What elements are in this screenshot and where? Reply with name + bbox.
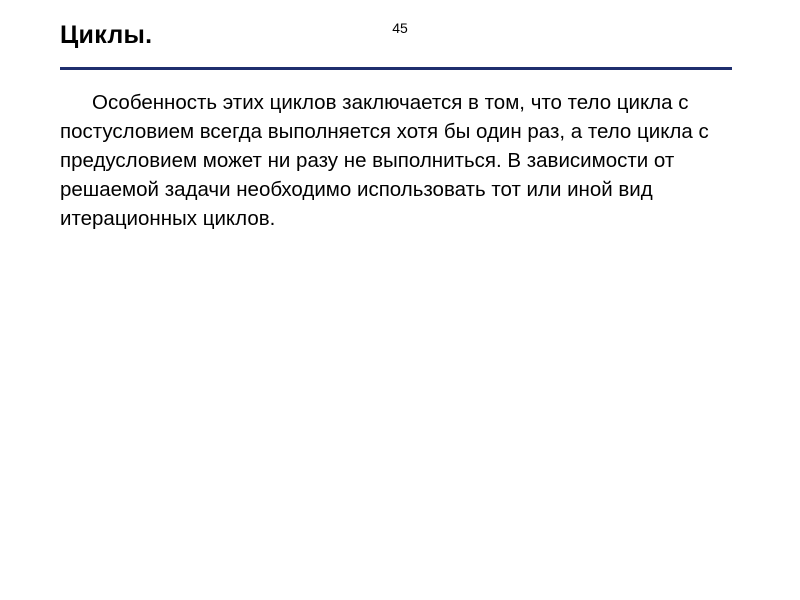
page-title: Циклы. [60,21,153,49]
title-area [60,22,740,50]
slide-number: 45 [392,20,408,36]
body-area [60,88,740,234]
body-paragraph: Особенность этих циклов заключается в том, что тело цикла с постусловием всегда выполняется хотя бы один раз, а тело цикла с предусловием может ни разу не выполниться. В зависимости от решаемой задачи необходимо использовать тот или иной вид итерационных циклов. [60,91,709,231]
title-divider [60,67,732,70]
